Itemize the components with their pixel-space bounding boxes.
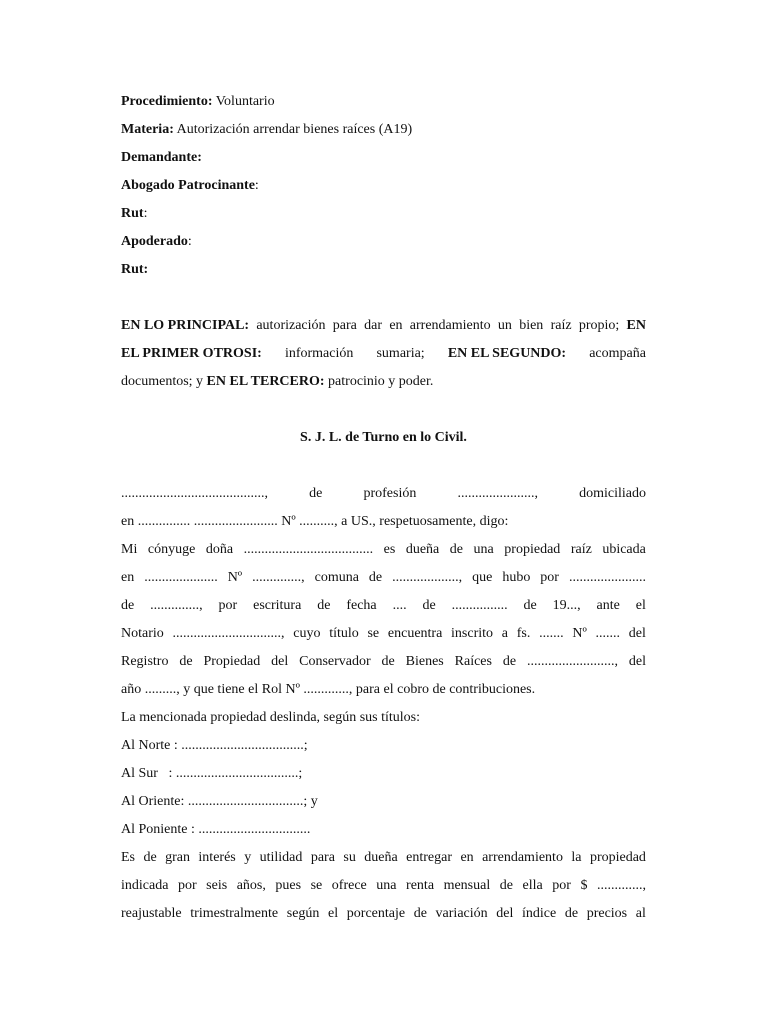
body-word: ella xyxy=(522,878,543,893)
body-word: por xyxy=(177,878,197,893)
materia-line xyxy=(121,121,646,139)
summary-line-3 xyxy=(121,373,646,391)
summary-word: información xyxy=(284,346,354,361)
body-word: que xyxy=(472,570,493,585)
body-word: Notario xyxy=(121,626,164,641)
body-word: de xyxy=(523,598,537,613)
body-word: raíz xyxy=(570,542,592,557)
body-word: indicada xyxy=(121,878,169,893)
body-word: de xyxy=(368,570,383,585)
body-word: de xyxy=(309,486,323,501)
apoderado-colon: : xyxy=(187,234,192,249)
body-line: en ............... ........................ Nº .........., a US., respetuosamente, digo: xyxy=(121,514,509,529)
body-line xyxy=(121,653,646,671)
body-word: .............., xyxy=(252,570,305,585)
body-word: dueña xyxy=(405,542,440,557)
body-word: propiedad xyxy=(589,850,646,865)
body-word: precios xyxy=(586,906,628,921)
body-word: Nº xyxy=(572,626,587,641)
boundary-oriente: Al Oriente: .................................; y xyxy=(121,794,318,809)
body-word: domiciliado xyxy=(579,486,646,501)
body-word: es xyxy=(383,542,396,557)
body-word: se xyxy=(310,878,323,893)
body-word: el xyxy=(328,906,339,921)
body-word: profesión xyxy=(363,486,417,501)
body-word: Nº xyxy=(227,570,243,585)
body-word: fs. xyxy=(516,626,531,641)
body-word: ante xyxy=(596,598,620,613)
rut-label-1: Rut xyxy=(121,206,144,221)
body-word: ofrece xyxy=(331,878,367,893)
demandante-label: Demandante: xyxy=(121,150,202,165)
body-word: de xyxy=(121,598,135,613)
body-word: del xyxy=(271,654,289,669)
summary-text: documentos; y xyxy=(121,374,207,389)
summary-line-1 xyxy=(121,317,646,335)
demandante-line xyxy=(121,149,646,167)
body-word: encuentra xyxy=(387,626,443,641)
body-word: Registro xyxy=(121,654,169,669)
body-word: hubo xyxy=(502,570,531,585)
body-line: La mencionada propiedad deslinda, según sus títulos: xyxy=(121,710,420,725)
body-word: a xyxy=(501,626,508,641)
body-word: fecha xyxy=(346,598,377,613)
body-word: utilidad xyxy=(259,850,303,865)
summary-word: propio; xyxy=(578,318,620,333)
summary-word: EN LO PRINCIPAL: xyxy=(121,318,250,333)
boundary-poniente: Al Poniente : ................................ xyxy=(121,822,311,837)
body-line: año ........., y que tiene el Rol Nº ............., para el cobro de contribuciones. xyxy=(121,682,536,697)
body-word: en xyxy=(460,850,474,865)
body-word: una xyxy=(473,542,494,557)
body-word: 19..., xyxy=(552,598,581,613)
materia-value: Autorización arrendar bienes raíces (A19) xyxy=(173,122,413,137)
body-word: Conservador xyxy=(299,654,371,669)
body-word: dueña xyxy=(364,850,398,865)
body-word: de xyxy=(179,654,193,669)
body-word: arrendamiento xyxy=(482,850,563,865)
body-word: ................ xyxy=(451,598,508,613)
body-word: ........................., xyxy=(526,654,618,669)
body-word: según xyxy=(286,906,320,921)
body-word: ......................, xyxy=(457,486,538,501)
summary-text: patrocinio y poder. xyxy=(324,374,434,389)
body-word: por xyxy=(218,598,238,613)
abogado-line xyxy=(121,177,646,195)
body-word: de xyxy=(381,654,395,669)
body-word: cuyo xyxy=(293,626,321,641)
body-word: ..................................... xyxy=(243,542,374,557)
body-word: al xyxy=(635,906,646,921)
body-word: del xyxy=(628,654,646,669)
body-word: trimestralmente xyxy=(190,906,279,921)
body-word: interés xyxy=(198,850,236,865)
body-word: de xyxy=(449,542,464,557)
body-word: años, xyxy=(236,878,266,893)
body-word: propiedad xyxy=(504,542,561,557)
abogado-colon: : xyxy=(254,178,259,193)
body-word: del xyxy=(496,906,514,921)
body-word: el xyxy=(635,598,646,613)
summary-word: EL PRIMER OTROSI: xyxy=(121,346,262,361)
summary-word: un xyxy=(497,318,512,333)
summary-word: EN EL SEGUNDO: xyxy=(447,346,567,361)
body-word: ubicada xyxy=(602,542,646,557)
boundary-sur: Al Sur : ...................................; xyxy=(121,766,303,781)
summary-word: autorización xyxy=(256,318,326,333)
court-title: S. J. L. de Turno en lo Civil. xyxy=(300,430,467,445)
body-word: variación xyxy=(435,906,488,921)
body-word: ....... xyxy=(539,626,564,641)
body-word: $ xyxy=(580,878,588,893)
apoderado-label: Apoderado xyxy=(121,234,188,249)
body-word: del xyxy=(628,626,646,641)
body-word: escritura xyxy=(253,598,302,613)
body-word: la xyxy=(571,850,582,865)
summary-word: acompaña xyxy=(589,346,646,361)
summary-word: arrendamiento xyxy=(409,318,491,333)
summary-line-2 xyxy=(121,345,646,363)
apoderado-line xyxy=(121,233,646,251)
body-line xyxy=(121,485,646,503)
summary-bold: EN EL TERCERO: xyxy=(206,374,325,389)
body-word: en xyxy=(121,570,135,585)
body-word: reajustable xyxy=(121,906,182,921)
rut-label-2: Rut: xyxy=(121,262,149,277)
body-word: renta xyxy=(406,878,435,893)
procedimiento-label: Procedimiento: xyxy=(121,94,213,109)
body-word: entregar xyxy=(406,850,452,865)
body-line xyxy=(121,849,646,867)
body-word: se xyxy=(367,626,380,641)
body-line xyxy=(121,905,646,923)
body-word: inscrito xyxy=(451,626,494,641)
body-word: para xyxy=(310,850,335,865)
body-word: porcentaje xyxy=(346,906,406,921)
body-word: Propiedad xyxy=(203,654,261,669)
body-word: una xyxy=(376,878,397,893)
summary-word: raíz xyxy=(550,318,572,333)
body-word: de xyxy=(413,906,427,921)
body-word: ............., xyxy=(596,878,646,893)
rut-line-1 xyxy=(121,205,646,223)
summary-word: en xyxy=(389,318,403,333)
body-word: ..................., xyxy=(392,570,463,585)
body-word: Es xyxy=(121,850,135,865)
body-word: seis xyxy=(206,878,228,893)
body-line xyxy=(121,877,646,895)
body-line xyxy=(121,597,646,615)
summary-word: bien xyxy=(519,318,544,333)
body-word: título xyxy=(329,626,359,641)
body-word: ....... xyxy=(595,626,621,641)
body-word: de xyxy=(499,878,513,893)
body-word: por xyxy=(540,570,559,585)
procedimiento-line xyxy=(121,93,646,111)
body-word: y xyxy=(244,850,252,865)
body-word: de xyxy=(564,906,579,921)
body-word: gran xyxy=(165,850,190,865)
boundary-norte: Al Norte : ...................................; xyxy=(121,738,308,753)
body-word: ...................... xyxy=(568,570,646,585)
body-word: de xyxy=(317,598,331,613)
summary-word: dar xyxy=(364,318,383,333)
body-word: comuna xyxy=(314,570,359,585)
procedimiento-value: Voluntario xyxy=(212,94,275,109)
body-word: pues xyxy=(275,878,302,893)
body-word: .............., xyxy=(150,598,203,613)
rut-colon-1: : xyxy=(143,206,148,221)
body-word: ..............................., xyxy=(172,626,285,641)
materia-label: Materia: xyxy=(121,122,174,137)
summary-word: para xyxy=(332,318,357,333)
body-word: Bienes xyxy=(405,654,444,669)
body-line xyxy=(121,541,646,559)
body-word: de xyxy=(502,654,517,669)
body-word: de xyxy=(422,598,436,613)
body-line xyxy=(121,625,646,643)
body-word: mensual xyxy=(443,878,491,893)
body-word: ........................................., xyxy=(121,486,268,501)
body-word: Mi xyxy=(121,542,138,557)
body-word: de xyxy=(143,850,157,865)
body-word: ..................... xyxy=(144,570,218,585)
body-word: su xyxy=(343,850,356,865)
summary-word: sumaria; xyxy=(376,346,425,361)
body-word: índice xyxy=(522,906,557,921)
body-line xyxy=(121,569,646,587)
body-word: doña xyxy=(205,542,234,557)
rut-line-2 xyxy=(121,261,646,279)
body-word: por xyxy=(552,878,571,893)
body-word: Raíces xyxy=(454,654,492,669)
summary-word: EN xyxy=(626,318,646,333)
body-word: cónyuge xyxy=(147,542,196,557)
abogado-label: Abogado Patrocinante xyxy=(121,178,255,193)
body-word: .... xyxy=(392,598,407,613)
